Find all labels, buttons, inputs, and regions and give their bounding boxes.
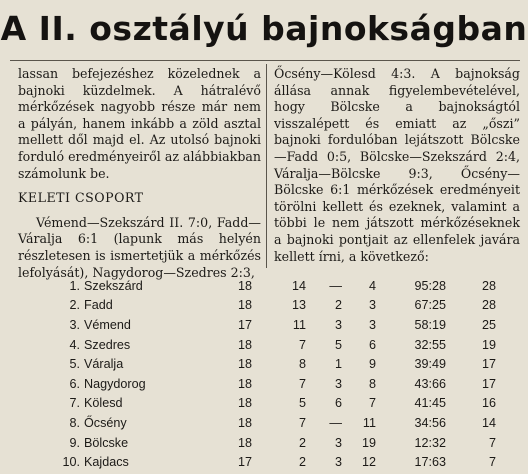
- row-spacer: [496, 296, 528, 316]
- standings-cell-points: 28: [481, 298, 496, 313]
- row-spacer: [496, 374, 528, 394]
- standings-cell-team: Szedres: [84, 337, 131, 352]
- standings-cell-pos: 8.: [69, 415, 80, 430]
- standings-cell-team: Bölcske: [84, 435, 129, 450]
- standings-cell-team: Szekszárd: [84, 278, 143, 293]
- standings-cell-lost: 7: [368, 396, 376, 411]
- right-column: [274, 66, 520, 265]
- standings-cell-lost: 11: [362, 415, 376, 430]
- standings-cell-pos: 5.: [69, 357, 80, 372]
- row-spacer: [496, 354, 528, 374]
- standings-cell-goals: 39:49: [414, 357, 446, 372]
- standings-cell-team: Nagydorog: [84, 376, 146, 391]
- standings-cell-won: 5: [298, 396, 306, 411]
- standings-cell-points: 17: [481, 357, 496, 372]
- standings-cell-goals: 32:55: [414, 337, 446, 352]
- standings-cell-pos: 6.: [69, 376, 80, 391]
- standings-cell-played: 18: [237, 357, 252, 372]
- row-spacer: [496, 452, 528, 472]
- standings-cell-goals: 67:25: [414, 298, 446, 313]
- standings-cell-drawn: —: [329, 278, 342, 293]
- standings-cell-played: 18: [237, 278, 252, 293]
- table-row: [0, 452, 528, 472]
- headline-rule: [10, 60, 520, 61]
- column-divider: [266, 64, 267, 268]
- standings-cell-drawn: 1: [334, 357, 342, 372]
- standings-cell-won: 13: [291, 298, 306, 313]
- standings-cell-won: 11: [292, 317, 306, 332]
- standings-cell-lost: 19: [361, 435, 376, 450]
- standings-cell-won: 7: [298, 337, 306, 352]
- standings-cell-won: 2: [298, 435, 306, 450]
- standings-cell-points: 25: [481, 317, 496, 332]
- standings-cell-pos: 7.: [69, 396, 80, 411]
- table-row: [0, 335, 528, 355]
- standings-cell-won: 2: [298, 455, 306, 470]
- standings-cell-points: 14: [481, 415, 496, 430]
- standings-cell-lost: 3: [368, 317, 376, 332]
- standings-cell-won: 7: [298, 415, 306, 430]
- standings-cell-drawn: 5: [334, 337, 342, 352]
- table-row: [0, 433, 528, 453]
- standings-cell-lost: 8: [368, 376, 376, 391]
- standings-cell-pos: 2.: [69, 298, 80, 313]
- standings-cell-played: 18: [237, 415, 252, 430]
- row-spacer: [496, 315, 528, 335]
- standings-cell-pos: 4.: [69, 337, 80, 352]
- standings-cell-drawn: 2: [334, 298, 342, 313]
- standings-cell-team: Fadd: [84, 298, 113, 313]
- standings-cell-pos: 10.: [62, 455, 80, 470]
- table-row: [0, 413, 528, 433]
- standings-cell-played: 18: [237, 298, 252, 313]
- row-spacer: [496, 394, 528, 414]
- standings-cell-played: 17: [237, 455, 252, 470]
- standings-cell-played: 18: [237, 337, 252, 352]
- standings-cell-played: 17: [237, 317, 252, 332]
- standings-cell-won: 7: [298, 376, 306, 391]
- intro-paragraph: lassan befejezéshez közelednek a bajnoki küzdelmek. A hátralévő mérkőzések nagyobb része már nem a pályán, hanem inkább a zöld asztal mellett dől majd el. Az utolsó bajnoki forduló eredményeiről az alábbiakban számolunk be.: [18, 66, 261, 181]
- standings-cell-lost: 12: [361, 455, 376, 470]
- standings-cell-goals: 43:66: [414, 376, 446, 391]
- row-spacer: [496, 335, 528, 355]
- standings-table: [0, 276, 528, 472]
- table-row: [0, 394, 528, 414]
- standings-cell-pos: 3.: [69, 317, 80, 332]
- standings-cell-team: Vémend: [84, 317, 131, 332]
- row-spacer: [496, 413, 528, 433]
- standings-cell-lost: 3: [368, 298, 376, 313]
- results-paragraph: Vémend—Szekszárd II. 7:0, Fadd—Váralja 6:1 (lapunk más helyén részletesen is ismertetjük a mérkőzés lefolyását), Nagydorog—Szedres 2:3,: [18, 214, 261, 280]
- standings-cell-points: 16: [481, 396, 496, 411]
- standings-cell-team: Őcsény: [84, 415, 127, 430]
- row-spacer: [496, 276, 528, 296]
- standings-cell-points: 28: [481, 278, 496, 293]
- table-row: [0, 374, 528, 394]
- standings-cell-won: 8: [298, 357, 306, 372]
- standings-cell-played: 18: [237, 376, 252, 391]
- standings-cell-points: 19: [481, 337, 496, 352]
- standings-cell-won: 14: [291, 278, 306, 293]
- standings-cell-goals: 12:32: [414, 435, 446, 450]
- standings-cell-pos: 9.: [69, 435, 80, 450]
- standings-cell-played: 18: [237, 396, 252, 411]
- standings-cell-drawn: 6: [334, 396, 342, 411]
- table-row: [0, 354, 528, 374]
- left-column: [18, 66, 261, 281]
- standings-cell-played: 18: [237, 435, 252, 450]
- section-title: KELETI CSOPORT: [18, 190, 144, 206]
- standings-cell-drawn: 3: [334, 455, 342, 470]
- standings-cell-team: Váralja: [84, 357, 124, 372]
- table-row: [0, 315, 528, 335]
- standings-cell-team: Kajdacs: [84, 455, 129, 470]
- standings-cell-goals: 95:28: [414, 278, 446, 293]
- standings-cell-lost: 4: [368, 278, 376, 293]
- standings-cell-points: 7: [488, 435, 496, 450]
- standings-cell-team: Kölesd: [84, 396, 123, 411]
- standings-cell-drawn: 3: [334, 376, 342, 391]
- standings-cell-goals: 34:56: [414, 415, 446, 430]
- standings-cell-pos: 1.: [69, 278, 80, 293]
- table-row: [0, 276, 528, 296]
- standings-cell-points: 7: [488, 455, 496, 470]
- standings-cell-lost: 6: [368, 337, 376, 352]
- standings-cell-drawn: 3: [334, 317, 342, 332]
- headline: A II. osztályú bajnokságban: [0, 9, 528, 48]
- standings-cell-goals: 17:63: [414, 455, 446, 470]
- table-row: [0, 296, 528, 316]
- standings-cell-drawn: 3: [334, 435, 342, 450]
- standings-cell-lost: 9: [368, 357, 376, 372]
- standings-cell-goals: 41:45: [414, 396, 446, 411]
- standings-cell-goals: 58:19: [414, 317, 446, 332]
- row-spacer: [496, 433, 528, 453]
- standings-cell-points: 17: [481, 376, 496, 391]
- standings-intro-paragraph: Őcsény—Kölesd 4:3. A bajnokság állása annak figyelembevételével, hogy Bölcske a bajnokságtól visszalépett és emiatt az „őszi” bajnoki fordulóban lejátszott Bölcske—Fadd 0:5, Bölcske—Szekszárd 2:4, Váralja—Bölcske 9:3, Őcsény—Bölcske 6:1 mérkőzések eredményeit törölni kellett és ezeknek, valamint a többi le nem játszott mérkőzéseknek a bajnoki pontjait az ellenfelek javára kellett írni, a következő:: [274, 66, 520, 264]
- standings-cell-drawn: —: [329, 415, 342, 430]
